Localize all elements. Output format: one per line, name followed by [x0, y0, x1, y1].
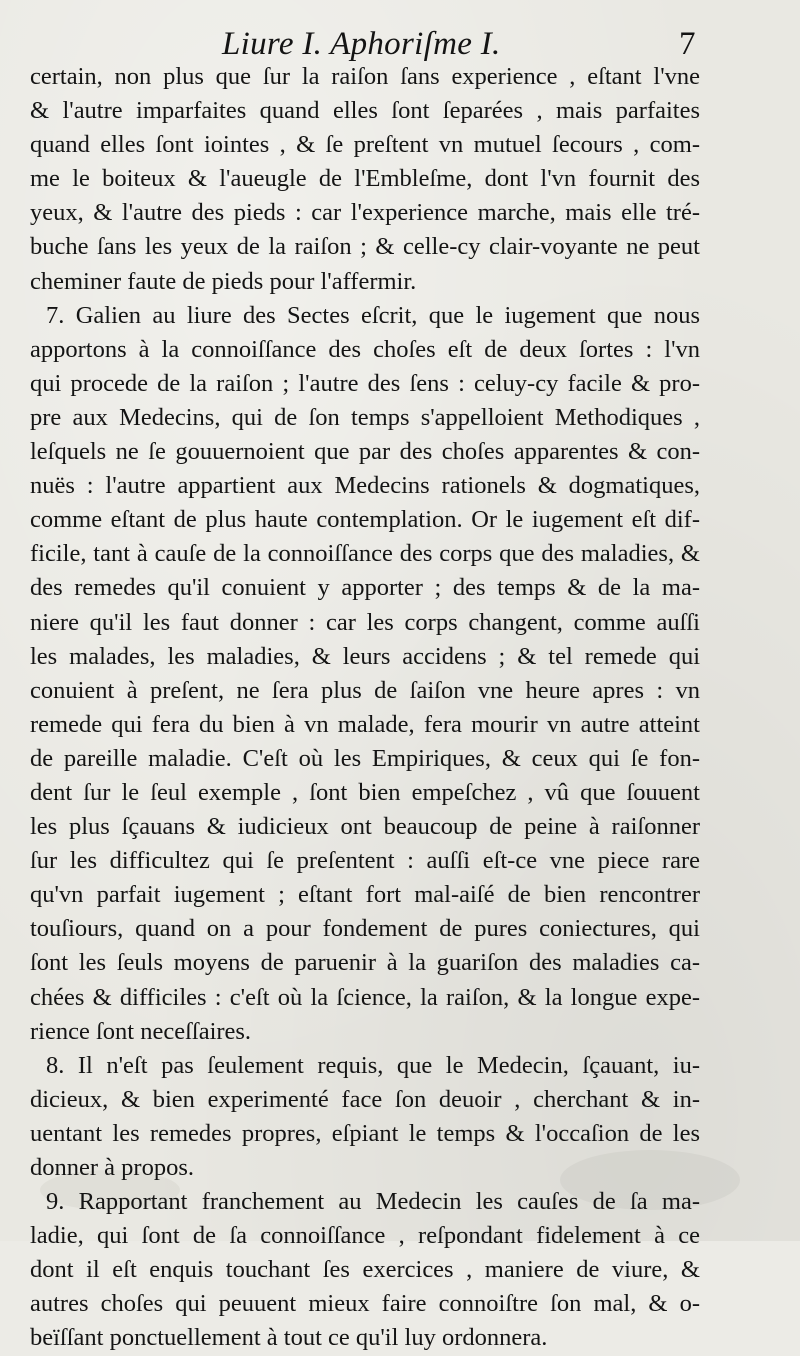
aphorism-7-start: 7. Galien au liure des Sectes eſcrit, que le iugement que nous	[46, 301, 700, 329]
text-line: beïſſant ponctuellement à tout ce qu'il luy ordonnera.	[30, 1324, 548, 1352]
text-line: de pareille maladie. C'eſt où les Empiriques, & ceux qui ſe fon-	[30, 744, 700, 772]
text-line: dont il eſt enquis touchant ſes exercices , maniere de viure, &	[30, 1256, 700, 1284]
text-line: autres choſes qui peuuent mieux faire connoiſtre ſon mal, & o-	[30, 1290, 700, 1318]
text-line: qui procede de la raiſon ; l'autre des ſens : celuy-cy facile & pro-	[30, 369, 700, 397]
text-line: ſur les difficultez qui ſe preſentent : auſſi eſt-ce vne piece rare	[30, 847, 700, 875]
text-line: chées & difficiles : c'eſt où la ſcience, la raiſon, & la longue expe-	[30, 983, 700, 1011]
text-line: ſont les ſeuls moyens de paruenir à la guariſon des maladies ca-	[30, 949, 700, 977]
page-number: 7	[679, 26, 696, 62]
text-line: conuient à preſent, ne ſera plus de ſaiſon vne heure apres : vn	[30, 676, 700, 704]
text-line: nuës : l'autre appartient aux Medecins rationels & dogmatiques,	[30, 472, 700, 500]
text-line: buche ſans les yeux de la raiſon ; & celle-cy clair-voyante ne peut	[30, 233, 700, 261]
aphorism-8-start: 8. Il n'eſt pas ſeulement requis, que le Medecin, ſçauant, iu-	[46, 1051, 700, 1079]
text-line: touſiours, quand on a pour fondement de pures coniectures, qui	[30, 915, 700, 943]
text-line: leſquels ne ſe gouuernoient que par des choſes apparentes & con-	[30, 438, 700, 466]
text-line: dicieux, & bien experimenté face ſon deuoir , cherchant & in-	[30, 1085, 700, 1113]
text-line: me le boiteux & l'aueugle de l'Embleſme, dont l'vn fournit des	[30, 165, 700, 193]
text-line: certain, non plus que ſur la raiſon ſans experience , eſtant l'vne	[30, 63, 700, 90]
text-line: yeux, & l'autre des pieds : car l'experience marche, mais elle tré-	[30, 199, 700, 227]
text-line: niere qu'il les faut donner : car les corps changent, comme auſſi	[30, 608, 700, 636]
body-text	[30, 60, 700, 1356]
text-line: ladie, qui ſont de ſa connoiſſance , reſpondant fidelement à ce	[30, 1222, 700, 1250]
text-line: rience ſont neceſſaires.	[30, 1017, 252, 1045]
text-line: uentant les remedes propres, eſpiant le temps & l'occaſion de les	[30, 1119, 700, 1147]
text-line: pre aux Medecins, qui de ſon temps s'appelloient Methodiques ,	[30, 403, 700, 431]
text-line: cheminer faute de pieds pour l'affermir.	[30, 267, 417, 295]
text-line: quand elles ſont iointes , & ſe preſtent vn mutuel ſecours , com-	[30, 131, 700, 159]
running-head: Liure I. Aphoriſme I.	[222, 26, 501, 62]
text-line: des remedes qu'il conuient y apporter ; des temps & de la ma-	[30, 574, 700, 602]
text-line: dent ſur le ſeul exemple , ſont bien empeſchez , vû que ſouuent	[30, 778, 700, 806]
text-line: comme eſtant de plus haute contemplation. Or le iugement eſt dif-	[30, 506, 700, 534]
text-line: & l'autre imparfaites quand elles ſont ſeparées , mais parfaites	[30, 97, 700, 125]
text-line: ficile, tant à cauſe de la connoiſſance des corps que des maladies, &	[30, 540, 700, 568]
text-line: les malades, les maladies, & leurs accidens ; & tel remede qui	[30, 642, 700, 670]
text-line: qu'vn parfait iugement ; eſtant fort mal-aiſé de bien rencontrer	[30, 881, 700, 909]
text-line: apportons à la connoiſſance des choſes eſt de deux ſortes : l'vn	[30, 335, 700, 363]
aphorism-9-start: 9. Rapportant franchement au Medecin les cauſes de ſa ma-	[46, 1188, 700, 1216]
page-header	[0, 24, 800, 64]
text-line: les plus ſçauans & iudicieux ont beaucoup de peine à raiſonner	[30, 813, 700, 841]
text-line: remede qui fera du bien à vn malade, fera mourir vn autre atteint	[30, 710, 700, 738]
text-line: donner à propos.	[30, 1154, 194, 1181]
